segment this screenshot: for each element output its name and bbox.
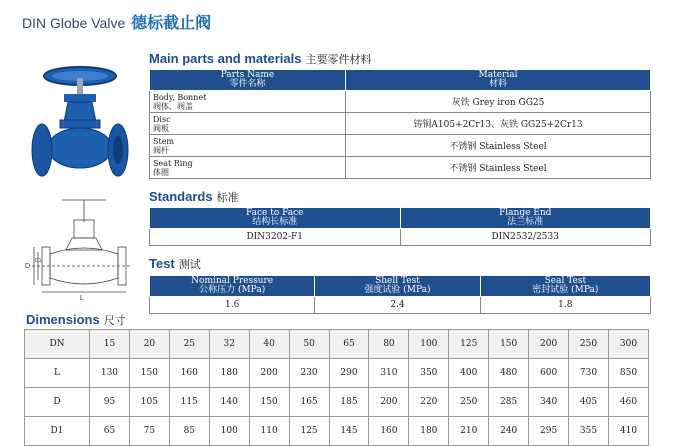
dimension-cell: 150 [249, 388, 289, 417]
dimension-cell: 350 [409, 359, 449, 388]
dimension-cell: 355 [569, 417, 609, 446]
test-title-en: Test [149, 256, 175, 271]
table-row [25, 330, 649, 359]
dimension-cell: 200 [529, 330, 569, 359]
dimension-cell: 410 [608, 417, 648, 446]
dimension-cell: 65 [329, 330, 369, 359]
table-row: 1.6 2.4 1.8 [150, 297, 651, 314]
standards-heading [149, 189, 239, 205]
standards-col-face: Face to Face 结构长标准 [150, 208, 401, 229]
table-row [25, 388, 649, 417]
dimension-cell: 250 [449, 388, 489, 417]
drawing-label-d1: D1 [35, 258, 42, 264]
test-col-shell: Shell Test 强度试验 (MPa) [315, 276, 480, 297]
dimension-label: DN [25, 330, 90, 359]
parts-table [149, 69, 651, 179]
dimension-cell: 115 [169, 388, 209, 417]
dimension-cell: 180 [409, 417, 449, 446]
standards-table [149, 207, 651, 246]
valve-drawing [22, 192, 134, 302]
dimension-cell: 180 [209, 359, 249, 388]
table-row [25, 417, 649, 446]
dimension-cell: 125 [289, 417, 329, 446]
table-row: Body, Bonnet 阀体、阀盖 灰铁 Grey iron GG25 [150, 91, 651, 113]
title-cn: 德标截止阀 [131, 15, 212, 32]
dimension-cell: 340 [529, 388, 569, 417]
dimensions-title-en: Dimensions [26, 312, 100, 327]
page-title [22, 10, 211, 33]
dimension-cell: 25 [169, 330, 209, 359]
dimension-cell: 295 [529, 417, 569, 446]
dimension-cell: 110 [249, 417, 289, 446]
dimension-cell: 130 [90, 359, 130, 388]
standards-col-flange: Flange End 法兰标准 [400, 208, 651, 229]
dimension-label: D1 [25, 417, 90, 446]
valve-photo [20, 60, 140, 190]
dimension-cell: 140 [209, 388, 249, 417]
parts-heading [149, 51, 371, 67]
drawing-label-l: L [80, 295, 84, 302]
dimension-cell: 100 [409, 330, 449, 359]
dimension-cell: 80 [369, 330, 409, 359]
dimension-cell: 250 [569, 330, 609, 359]
dimension-cell: 300 [608, 330, 648, 359]
dimension-cell: 160 [369, 417, 409, 446]
test-title-cn: 测试 [178, 259, 201, 271]
dimension-cell: 50 [289, 330, 329, 359]
standards-title-cn: 标准 [216, 192, 239, 204]
table-row: Disc 阀板 铸铜A105+2Cr13、灰铁 GG25+2Cr13 [150, 113, 651, 135]
dimension-cell: 730 [569, 359, 609, 388]
dimension-cell: 150 [489, 330, 529, 359]
dimension-cell: 105 [129, 388, 169, 417]
dimension-cell: 95 [90, 388, 130, 417]
dimension-cell: 600 [529, 359, 569, 388]
dimension-cell: 32 [209, 330, 249, 359]
dimension-cell: 160 [169, 359, 209, 388]
test-table [149, 275, 651, 314]
dimension-cell: 150 [129, 359, 169, 388]
dimension-cell: 200 [249, 359, 289, 388]
dimension-cell: 200 [369, 388, 409, 417]
dimension-cell: 405 [569, 388, 609, 417]
table-row: Seat Ring 体圈 不锈钢 Stainless Steel [150, 157, 651, 179]
dimension-cell: 100 [209, 417, 249, 446]
dimension-cell: 220 [409, 388, 449, 417]
parts-col-name: Parts Name 零件名称 [150, 70, 346, 91]
dimensions-heading [26, 312, 126, 328]
dimensions-title-cn: 尺寸 [103, 315, 126, 327]
table-row: Stem 阀杆 不锈钢 Stainless Steel [150, 135, 651, 157]
table-row: DIN3202-F1 DIN2532/2533 [150, 229, 651, 246]
dimension-cell: 65 [90, 417, 130, 446]
dimension-cell: 75 [129, 417, 169, 446]
dimension-cell: 185 [329, 388, 369, 417]
dimension-cell: 310 [369, 359, 409, 388]
title-en: DIN Globe Valve [22, 15, 126, 31]
parts-col-material: Material 材料 [346, 70, 651, 91]
parts-title-en: Main parts and materials [149, 51, 302, 66]
dimension-cell: 480 [489, 359, 529, 388]
dimension-cell: 285 [489, 388, 529, 417]
test-col-nominal: Nominal Pressure 公称压力 (MPa) [150, 276, 315, 297]
test-col-seal: Seal Test 密封试验 (MPa) [480, 276, 650, 297]
dimension-cell: 165 [289, 388, 329, 417]
dimension-cell: 460 [608, 388, 648, 417]
dimension-cell: 145 [329, 417, 369, 446]
dimension-cell: 850 [608, 359, 648, 388]
test-heading [149, 256, 201, 272]
dimension-cell: 210 [449, 417, 489, 446]
dimension-label: D [25, 388, 90, 417]
dimension-cell: 15 [90, 330, 130, 359]
dimension-cell: 125 [449, 330, 489, 359]
dimension-label: L [25, 359, 90, 388]
drawing-label-d: D [25, 263, 31, 270]
dimension-cell: 400 [449, 359, 489, 388]
dimension-cell: 290 [329, 359, 369, 388]
dimension-cell: 40 [249, 330, 289, 359]
dimension-cell: 240 [489, 417, 529, 446]
dimension-cell: 230 [289, 359, 329, 388]
dimension-cell: 20 [129, 330, 169, 359]
table-row [25, 359, 649, 388]
parts-title-cn: 主要零件材料 [305, 54, 372, 66]
dimension-cell: 85 [169, 417, 209, 446]
standards-title-en: Standards [149, 189, 213, 204]
dimensions-table [24, 329, 649, 446]
